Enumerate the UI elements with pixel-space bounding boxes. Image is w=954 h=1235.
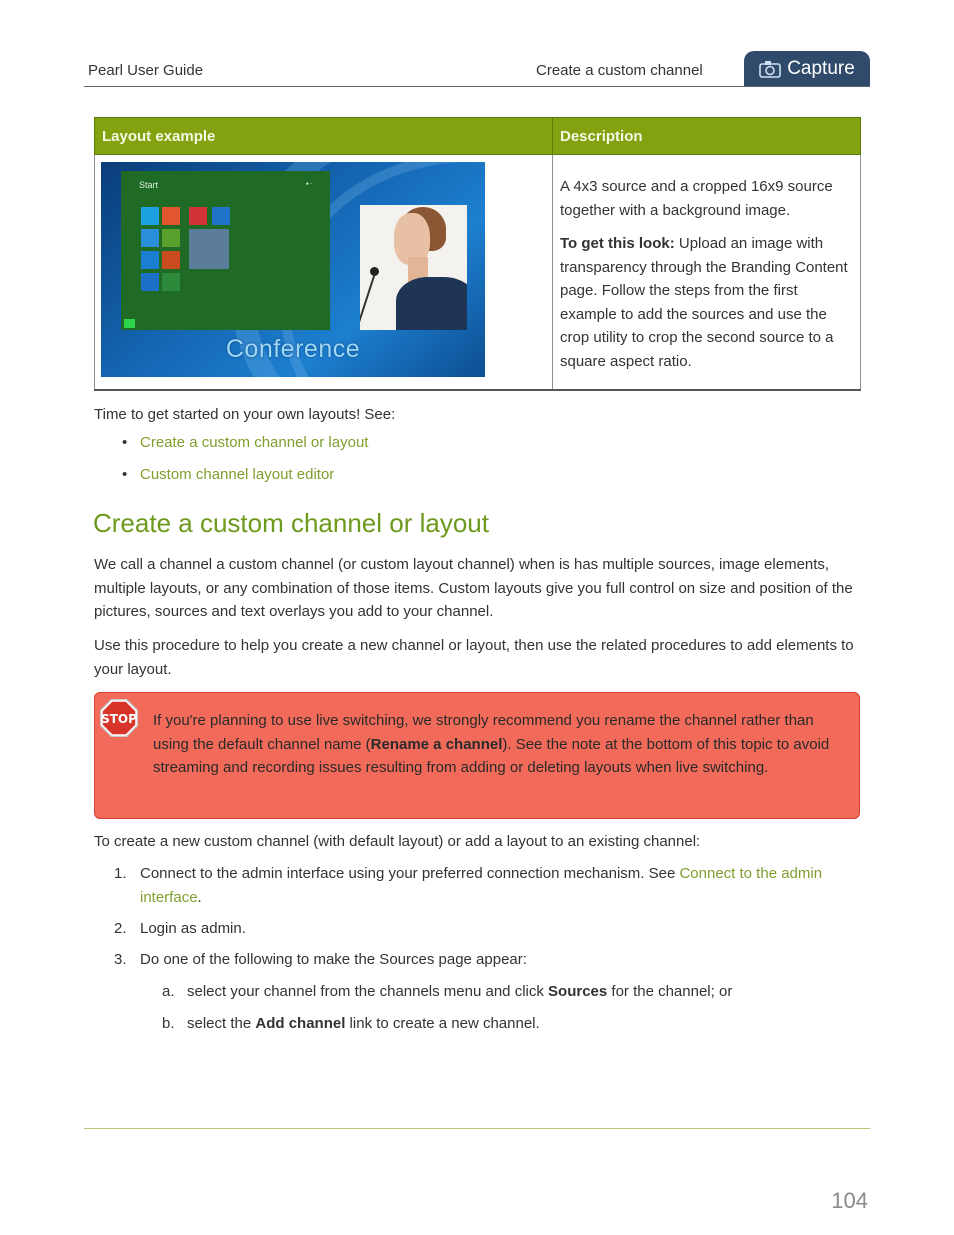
link-layout-editor[interactable]: Custom channel layout editor <box>140 466 335 483</box>
layout-example-table <box>94 117 861 391</box>
description-text: A 4x3 source and a cropped 16x9 source together with a background image. <box>560 178 833 219</box>
paragraph: We call a channel a custom channel (or custom layout channel) when is has multiple sources, image elements, multiple layouts, or any combination of those items. Custom layouts give you full control on size and position of the pictures, sources and text overlays you add to your channel. <box>94 556 853 620</box>
intro-text: Time to get started on your own layouts! See: <box>94 406 396 423</box>
list-item: • Custom channel layout editor <box>122 466 335 483</box>
conference-layout-image <box>101 162 485 377</box>
camera-icon <box>759 60 781 78</box>
substep-number: a. <box>162 983 175 1000</box>
capture-tab-label: Capture <box>787 58 855 79</box>
link-connect-admin[interactable]: Connect to the admin interface <box>140 865 823 906</box>
warning-box <box>94 692 860 819</box>
layout-example-cell <box>95 155 553 391</box>
sources-ref: Sources <box>548 983 608 1000</box>
paragraph: Use this procedure to help you create a new channel or layout, then use the related procedures to add elements to your layout. <box>94 637 854 678</box>
rename-channel-ref: Rename a channel <box>370 735 503 753</box>
step-1: Connect to the admin interface using your preferred connection mechanism. See Connect to the admin interface. <box>140 865 823 906</box>
add-channel-ref: Add channel <box>255 1015 346 1032</box>
windows-start-screen: Start ● ◦ <box>121 171 330 330</box>
header-topic-title: Create a custom channel <box>536 62 703 79</box>
step-3: Do one of the following to make the Sources page appear: <box>140 951 527 968</box>
microphone-icon <box>370 267 379 276</box>
substep-number: b. <box>162 1015 175 1032</box>
substep-b: select the Add channel link to create a new channel. <box>187 1015 540 1032</box>
substep-a: select your channel from the channels menu and click Sources for the channel; or <box>187 983 733 1000</box>
windows-logo-icon <box>124 319 135 328</box>
step-2: Login as admin. <box>140 920 246 937</box>
table-header-description: Description <box>553 118 861 155</box>
step-number: 3. <box>114 951 127 968</box>
section-title: Create a custom channel or layout <box>93 508 489 538</box>
footer-divider <box>84 1128 870 1129</box>
warning-text: If you're planning to use live switching, we strongly recommend you rename the channel rather than using the default channel name (Rename a channel). See the note at the bottom of this topic to avoid streaming and recording issues resulting from adding or deleting layouts when live switching. <box>153 712 830 776</box>
conference-caption: Conference <box>225 335 361 363</box>
header-doc-title: Pearl User Guide <box>88 62 204 79</box>
stop-sign-icon <box>99 698 139 738</box>
stop-icon-text: STOP <box>101 712 137 726</box>
link-create-custom-channel[interactable]: Create a custom channel or layout <box>140 434 369 451</box>
table-header-layout: Layout example <box>95 118 553 155</box>
step-number: 1. <box>114 865 127 882</box>
header-divider <box>84 86 870 87</box>
list-item: • Create a custom channel or layout <box>122 434 369 451</box>
page-number: 104 <box>831 1188 868 1213</box>
description-cell <box>553 155 861 391</box>
description-instructions: Upload an image with transparency through the Branding Content page. Follow the steps from the first example to add the sources and use the crop utility to crop the second source to a square aspect ratio. <box>560 235 848 370</box>
start-label: Start <box>139 180 159 190</box>
step-number: 2. <box>114 920 127 937</box>
speaker-portrait <box>360 205 467 330</box>
capture-tab <box>744 51 870 87</box>
description-bold-lead: To get this look: <box>560 235 675 252</box>
procedure-intro: To create a new custom channel (with default layout) or add a layout to an existing channel: <box>94 833 701 850</box>
